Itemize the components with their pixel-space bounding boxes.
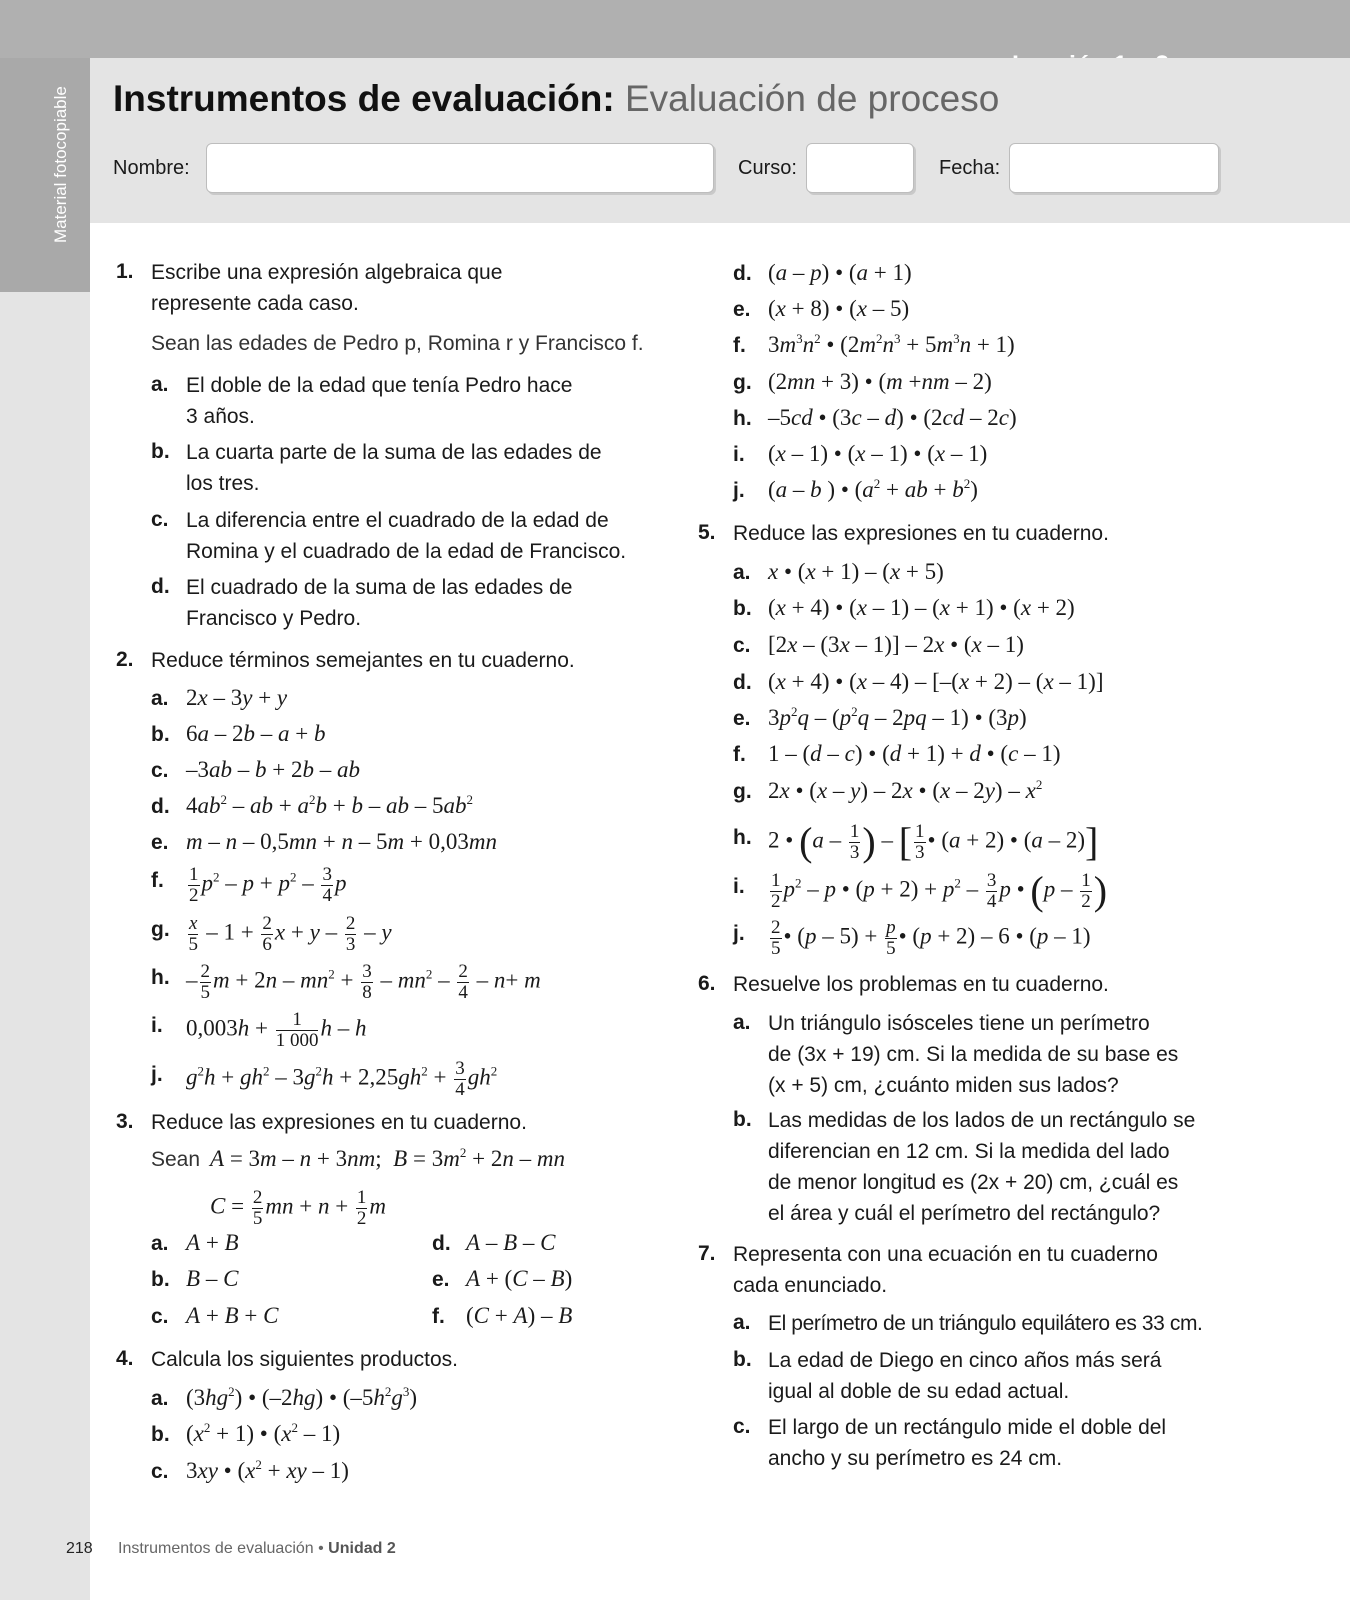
q3-a-expr: A + B <box>186 1230 239 1255</box>
q1-a-2: 3 años. <box>186 405 255 428</box>
q4-d-expr: (a – p) • (a + 1) <box>768 260 912 285</box>
q5-letter-f: f. <box>733 743 746 766</box>
q7-c-1: El largo de un rectángulo mide el doble del <box>768 1416 1167 1439</box>
footer-section: Instrumentos de evaluación • <box>118 1540 324 1557</box>
q5-g-expr: 2x • (x – y) – 2x • $(x - 2y) - x^2$ <box>768 777 1043 803</box>
q3-f-expr: (C + A) – B <box>466 1303 573 1328</box>
q6-letter-a: a. <box>733 1011 751 1034</box>
page-title <box>113 78 999 120</box>
q5-letter-g: g. <box>733 780 752 803</box>
q7-text-1: Representa con una ecuación en tu cuaderno <box>733 1243 1158 1266</box>
q4-letter-b: b. <box>151 1423 170 1446</box>
q4-b-expr: $(x^2 + 1)$ • $(x^2 - 1)$ <box>186 1420 341 1446</box>
q4-e-expr: (x + 8) • (x – 5) <box>768 296 910 321</box>
q1-b-2: los tres. <box>186 472 260 495</box>
q5-letter-e: e. <box>733 707 751 730</box>
q4-letter-d: d. <box>733 262 752 285</box>
name-field[interactable] <box>206 143 714 193</box>
q7-letter-b: b. <box>733 1348 752 1371</box>
q4-letter-j: j. <box>733 479 745 502</box>
q1-a-1: El doble de la edad que tenía Pedro hace <box>186 374 573 397</box>
q5-h-expr: 2 • (a – $\frac{1}{3}$ ) – [ $\frac{1}{3}$ • (a + 2) • (a – 2)] <box>768 819 1099 864</box>
q2-letter-e: e. <box>151 831 169 854</box>
q2-letter-g: g. <box>151 918 170 941</box>
q5-d-expr: (x + 4) • (x – 4) – [–(x + 2) – (x – 1)] <box>768 669 1104 694</box>
q6-b-2: diferencian en 12 cm. Si la medida del lado <box>768 1140 1170 1163</box>
q2-a-expr: 2x – 3y + y <box>186 685 288 710</box>
q3-sean: Sean <box>151 1148 201 1171</box>
q1-number: 1. <box>116 260 134 283</box>
q5-f-expr: 1 – (d – c) • (d + 1) + d • (c – 1) <box>768 741 1061 766</box>
q1-letter-d: d. <box>151 575 170 598</box>
q2-h-expr: – $\frac{2}{5}$ $m + 2n - mn^2$ + $\frac{3}{8}$ – $mn^2$ – $\frac{2}{4}$ – n+ m <box>186 961 541 1003</box>
q2-letter-f: f. <box>151 869 164 892</box>
q3-b-expr: B – C <box>186 1266 239 1291</box>
q4-number: 4. <box>116 1347 134 1370</box>
q5-j-expr: $\frac{2}{5}$ • (p – 5) + $\frac{p}{5}$ • (p + 2) – 6 • (p – 1) <box>771 917 1091 959</box>
q5-letter-d: d. <box>733 671 752 694</box>
footer-text <box>118 1540 396 1558</box>
q6-b-4: el área y cuál el perímetro del rectángulo? <box>768 1202 1161 1225</box>
q2-letter-c: c. <box>151 759 169 782</box>
q5-letter-c: c. <box>733 634 751 657</box>
q2-letter-h: h. <box>151 966 170 989</box>
q3-letter-e: e. <box>432 1268 450 1291</box>
q4-i-expr: (x – 1) • (x – 1) • (x – 1) <box>768 441 988 466</box>
q6-b-1: Las medidas de los lados de un rectángulo se <box>768 1109 1196 1132</box>
q4-letter-e: e. <box>733 298 751 321</box>
q1-letter-c: c. <box>151 508 169 531</box>
q2-letter-b: b. <box>151 723 170 746</box>
q7-b-1: La edad de Diego en cinco años más será <box>768 1349 1162 1372</box>
q3-d-expr: A – B – C <box>466 1230 556 1255</box>
q4-text: Calcula los siguientes productos. <box>151 1348 459 1371</box>
q4-g-expr: (2mn + 3) • (m +nm – 2) <box>768 369 992 394</box>
q4-letter-g: g. <box>733 371 752 394</box>
q3-definitions-ab: A = 3m – n + 3nm; $B = 3m^2 + 2n$ – mn <box>210 1145 565 1171</box>
q2-letter-d: d. <box>151 795 170 818</box>
course-field[interactable] <box>806 143 914 193</box>
q4-letter-f: f. <box>733 334 746 357</box>
q2-f-expr: $\frac{1}{2}$ $p^2 - p + p^2$ – $\frac{3}{4}$ p <box>189 864 347 906</box>
date-label: Fecha: <box>939 157 1001 179</box>
q5-text: Reduce las expresiones en tu cuaderno. <box>733 522 1109 545</box>
q6-a-2: de (3x + 19) cm. Si la medida de su base es <box>768 1043 1179 1066</box>
q7-a: El perímetro de un triángulo equilátero es 33 cm. <box>768 1312 1203 1335</box>
q4-j-expr: (a – b ) • ($a^2$ + ab + $b^2$) <box>768 476 978 502</box>
title-bold: Instrumentos de evaluación: <box>113 78 615 119</box>
q5-a-expr: x • (x + 1) – (x + 5) <box>768 559 944 584</box>
q5-i-expr: $\frac{1}{2}$ $p^2$ – p • $(p + 2) + p^2$ – $\frac{3}{4}$ p • (p – $\frac{1}{2}$ ) <box>771 868 1108 913</box>
name-label: Nombre: <box>113 157 190 179</box>
footer-unit: Unidad 2 <box>328 1540 396 1557</box>
q1-c-2: Romina y el cuadrado de la edad de Francisco. <box>186 540 627 563</box>
q3-e-expr: A + (C – B) <box>466 1266 573 1291</box>
q6-b-3: de menor longitud es (2x + 20) cm, ¿cuál es <box>768 1171 1179 1194</box>
q4-letter-i: i. <box>733 443 745 466</box>
q4-f-expr: $3m^3n^2$ • $(2m^2n^3 + 5m^3n + 1)$ <box>768 331 1015 357</box>
q1-text-2: represente cada caso. <box>151 292 359 315</box>
q3-letter-b: b. <box>151 1268 170 1291</box>
q3-letter-f: f. <box>432 1305 445 1328</box>
q4-h-expr: –5cd • (3c – d) • (2cd – 2c) <box>768 405 1017 430</box>
q1-d-1: El cuadrado de la suma de las edades de <box>186 576 573 599</box>
q2-i-expr: 0,003h + $\frac{1}{1 000}$ h – h <box>186 1009 367 1051</box>
q2-d-expr: $4ab^2$ – ab + $a^2b + b$ – ab – $5ab^2$ <box>186 792 473 818</box>
q3-c-expr: A + B + C <box>186 1303 279 1328</box>
q4-letter-c: c. <box>151 1460 169 1483</box>
q2-text: Reduce términos semejantes en tu cuaderno. <box>151 649 575 672</box>
course-label: Curso: <box>738 157 797 179</box>
q7-letter-a: a. <box>733 1311 751 1334</box>
q2-letter-j: j. <box>151 1063 163 1086</box>
q1-c-1: La diferencia entre el cuadrado de la edad de <box>186 509 609 532</box>
q6-a-1: Un triángulo isósceles tiene un perímetro <box>768 1012 1150 1035</box>
q4-letter-h: h. <box>733 407 752 430</box>
side-label: Material fotocopiable <box>51 86 70 243</box>
q6-letter-b: b. <box>733 1108 752 1131</box>
q5-b-expr: (x + 4) • (x – 1) – (x + 1) • (x + 2) <box>768 595 1075 620</box>
q2-number: 2. <box>116 648 134 671</box>
q1-text-1: Escribe una expresión algebraica que <box>151 261 503 284</box>
q5-letter-h: h. <box>733 826 752 849</box>
q3-letter-d: d. <box>432 1232 451 1255</box>
q2-j-expr: $g^2h + gh^2 - 3g^2h + 2,25gh^2$ + $\frac{3}{4}$ $gh^2$ <box>186 1058 498 1100</box>
q5-c-expr: [2x – (3x – 1)] – 2x • (x – 1) <box>768 632 1024 657</box>
q6-a-3: (x + 5) cm, ¿cuánto miden sus lados? <box>768 1074 1119 1097</box>
q2-letter-a: a. <box>151 687 169 710</box>
q2-c-expr: –3ab – b + 2b – ab <box>186 757 360 782</box>
q3-text: Reduce las expresiones en tu cuaderno. <box>151 1111 527 1134</box>
q7-number: 7. <box>698 1242 716 1265</box>
q2-letter-i: i. <box>151 1014 163 1037</box>
q2-g-expr: $\frac{x}{5}$ – 1 + $\frac{2}{6}$ x + y – $\frac{2}{3}$ – y <box>188 913 392 955</box>
q3-letter-c: c. <box>151 1305 169 1328</box>
q4-c-expr: 3xy • ($x^2$ + xy – 1) <box>186 1457 349 1483</box>
q6-text: Resuelve los problemas en tu cuaderno. <box>733 973 1109 996</box>
q2-e-expr: m – n – 0,5mn + n – 5m + 0,03mn <box>186 829 497 854</box>
q7-b-2: igual al doble de su edad actual. <box>768 1380 1070 1403</box>
q4-letter-a: a. <box>151 1387 169 1410</box>
q1-letter-a: a. <box>151 373 169 396</box>
date-field[interactable] <box>1009 143 1219 193</box>
q5-letter-b: b. <box>733 597 752 620</box>
q5-number: 5. <box>698 521 716 544</box>
q5-letter-j: j. <box>733 922 745 945</box>
q5-letter-a: a. <box>733 561 751 584</box>
q1-d-2: Francisco y Pedro. <box>186 607 362 630</box>
q7-c-2: ancho y su perímetro es 24 cm. <box>768 1447 1063 1470</box>
q1-letter-b: b. <box>151 440 170 463</box>
q5-e-expr: $3p^2q - (p^2q - 2pq - 1)$ • (3p) <box>768 704 1027 730</box>
q3-definition-c: C = $\frac{2}{5}$ mn + n + $\frac{1}{2}$ m <box>210 1187 387 1229</box>
q4-a-expr: $(3hg^2)$ • (–2hg) • $(-5h^2g^3)$ <box>186 1384 418 1410</box>
q7-text-2: cada enunciado. <box>733 1274 888 1297</box>
q3-number: 3. <box>116 1110 134 1133</box>
q6-number: 6. <box>698 972 716 995</box>
q3-letter-a: a. <box>151 1232 169 1255</box>
q5-letter-i: i. <box>733 875 745 898</box>
q1-intro: Sean las edades de Pedro p, Romina r y Francisco f. <box>151 332 644 355</box>
page-number: 218 <box>66 1540 93 1557</box>
q7-letter-c: c. <box>733 1415 751 1438</box>
side-tab <box>0 58 90 292</box>
title-subtitle: Evaluación de proceso <box>624 78 1000 119</box>
q1-b-1: La cuarta parte de la suma de las edades de <box>186 441 602 464</box>
q2-b-expr: 6a – 2b – a + b <box>186 721 326 746</box>
